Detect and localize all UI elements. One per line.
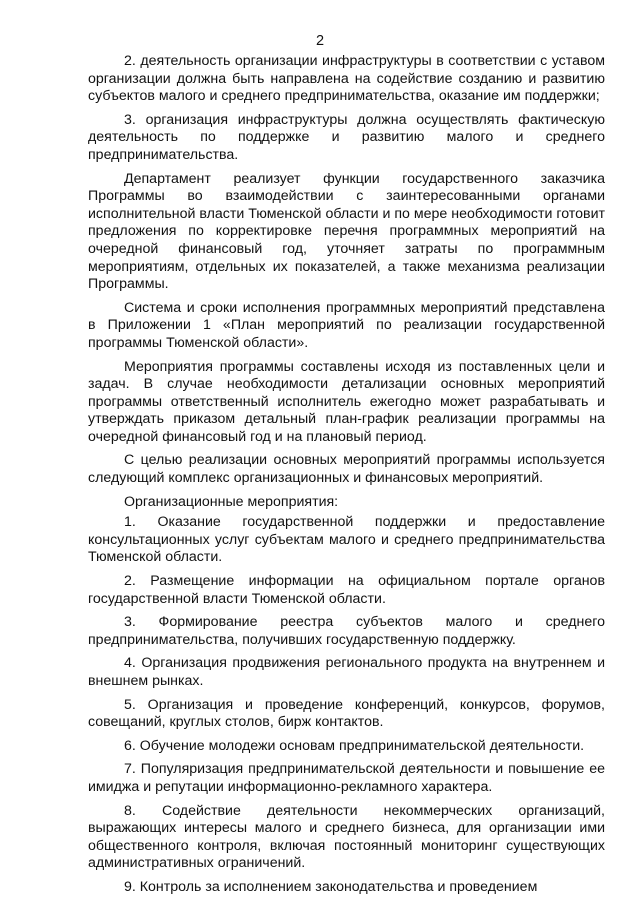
list-item-8: 8. Содействие деятельности некоммерческих организаций, выражающих интересы малого и среднего бизнеса, для организации ими общественного контроля, включая постоянный мониторинг существующих административных ограничений.	[88, 802, 605, 872]
list-item-5: 5. Организация и проведение конференций, конкурсов, форумов, совещаний, круглых столов, бирж контактов.	[88, 696, 605, 731]
page-number: 2	[315, 33, 325, 49]
paragraph-complex-of-measures: С целью реализации основных мероприятий программы используется следующий комплекс организационных и финансовых мероприятий.	[88, 452, 605, 487]
list-item-3: 3. Формирование реестра субъектов малого и среднего предпринимательства, получивших государственную поддержку.	[88, 614, 605, 648]
paragraph-system-and-terms: Система и сроки исполнения программных мероприятий представлена в Приложении 1 «План мероприятий по реализации государственной программы Тюменской области».	[88, 299, 605, 351]
paragraph-item-3: 3. организация инфраструктуры должна осуществлять фактическую деятельность по поддержке и развитию малого и среднего предпринимательства.	[88, 111, 605, 163]
list-item-4: 4. Организация продвижения регионального продукта на внутреннем и внешнем рынках.	[88, 655, 605, 689]
list-item-9: 9. Контроль за исполнением законодательства и проведением	[124, 878, 538, 895]
paragraph-item-2: 2. деятельность организации инфраструктуры в соответствии с уставом организации должна быть направлена на содействие созданию и развитию субъектов малого и среднего предпринимательства, оказание им поддержки;	[88, 53, 605, 105]
paragraph-department-functions: Департамент реализует функции государственного заказчика Программы во взаимодействии с заинтересованными органами исполнительной власти Тюменской области и по мере необходимости готовит предложения по корректировке перечня программных мероприятий на очередной финансовый год, уточняет затраты по программным мероприятиям, отдельных их показателей, а также механизма реализации Программы.	[88, 170, 605, 293]
list-item-6: 6. Обучение молодежи основам предпринимательской деятельности.	[124, 737, 585, 754]
paragraph-organizational-heading: Организационные мероприятия:	[124, 493, 339, 510]
list-item-1: 1. Оказание государственной поддержки и предоставление консультационных услуг субъектам малого и среднего предпринимательства Тюменской области.	[88, 514, 605, 566]
list-item-7: 7. Популяризация предпринимательской деятельности и повышение ее имиджа и репутации информационно-рекламного характера.	[88, 761, 605, 795]
list-item-2: 2. Размещение информации на официальном портале органов государственной власти Тюменской области.	[88, 573, 605, 607]
document-body	[88, 53, 605, 903]
paragraph-program-measures: Мероприятия программы составлены исходя из поставленных цели и задач. В случае необходимости детализации основных мероприятий программы ответственный исполнитель ежегодно может разрабатывать и утверждать приказом детальный план-график реализации программы на очередной финансовый год и на плановый период.	[88, 358, 605, 445]
